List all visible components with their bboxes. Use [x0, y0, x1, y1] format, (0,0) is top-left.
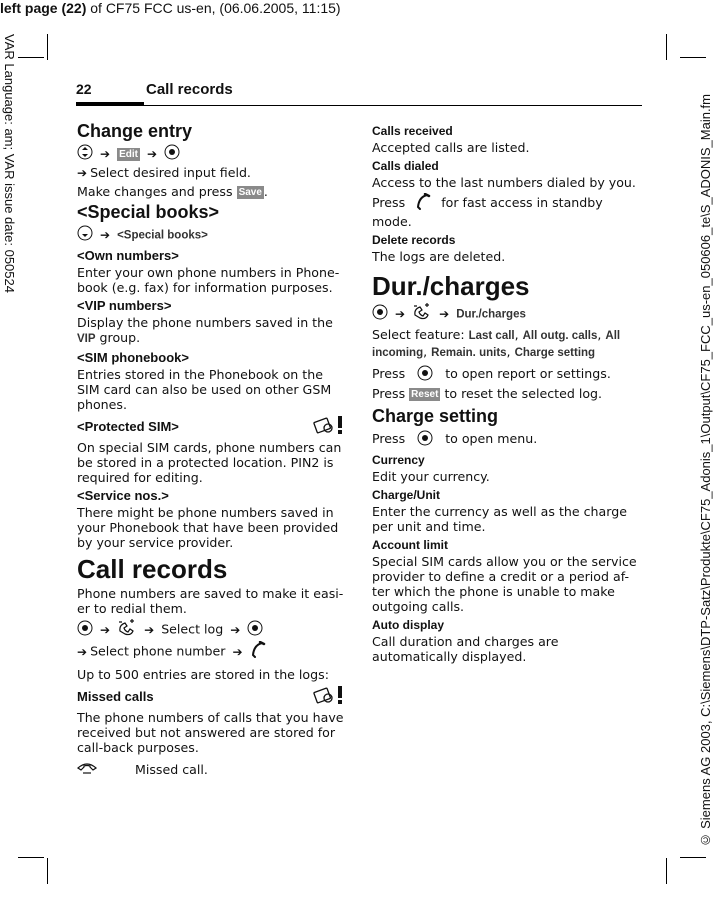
arrow-icon: ➔ [77, 644, 88, 659]
charge-unit-text: Enter the currency as well as the charge per unit and time. [372, 504, 627, 534]
feature-last-call: Last call [468, 330, 515, 342]
crop-mark [680, 857, 706, 858]
header-rule [76, 105, 642, 106]
select-phone-text: Select phone number [90, 643, 226, 659]
text: for fast access in standby mode. [372, 195, 603, 229]
protected-sim-text: On special SIM cards, phone numbers can be stored in a protected location. PIN2 is required for editing. [77, 440, 342, 485]
text: Press [372, 366, 406, 381]
call-key-icon [415, 193, 431, 214]
protected-sim-title-row [77, 415, 347, 439]
arrow-icon: ➔ [77, 166, 88, 180]
edit-softkey: Edit [119, 148, 138, 160]
service-nos-title: <Service nos.> [77, 488, 169, 503]
crop-mark [18, 57, 44, 58]
special-books-menu: <Special books> [117, 229, 208, 242]
text: to reset the selected log. [444, 386, 603, 401]
dur-charges-nav [372, 303, 642, 325]
calls-received-text: Accepted calls are listed. [372, 140, 530, 155]
text: to open report or settings. [445, 366, 611, 381]
arrow-icon: ➔ [147, 146, 158, 161]
change-entry-heading: Change entry [77, 121, 193, 141]
arrow-icon: ➔ [100, 146, 111, 161]
running-head-meta: of CF75 FCC us-en, (06.06.2005, 11:15) [86, 0, 341, 16]
right-margin-text: © Siemens AG 2003, C:\Siemens\DTP-Satz\Produkte\CF75_Adonis_1\Output\CF75_FCC_us-en_050606_te\S_ADONIS_Main.fm [698, 94, 713, 848]
calls-received-title: Calls received [372, 124, 453, 138]
delete-records-text: The logs are deleted. [372, 249, 506, 264]
open-menu-text [372, 430, 642, 449]
charge-setting-heading: Charge setting [372, 406, 499, 426]
page-number: 22 [76, 81, 92, 97]
missed-calls-title: Missed calls [77, 689, 154, 704]
missed-call-icon [77, 761, 97, 778]
arrow-icon: ➔ [144, 622, 155, 637]
text: to open menu. [445, 431, 538, 446]
select-log-text: Select log [161, 621, 224, 637]
missed-calls-text: The phone numbers of calls that you have received but not answered are stored for call-back purposes. [77, 710, 344, 755]
up-to-text: Up to 500 entries are stored in the logs: [77, 667, 329, 682]
missed-call-label: Missed call. [135, 762, 208, 777]
arrow-icon: ➔ [439, 306, 450, 321]
nav-down-icon [77, 225, 93, 245]
crop-mark [18, 857, 44, 858]
arrow-icon: ➔ [230, 622, 241, 637]
feature-charge-setting: Charge setting [514, 347, 596, 359]
arrow-icon: ➔ [395, 306, 406, 321]
text: group. [95, 330, 141, 345]
text: Make changes and press [77, 184, 237, 199]
special-books-heading: <Special books> [77, 202, 220, 222]
dur-charges-menu: Dur./charges [456, 308, 526, 321]
crop-mark [47, 34, 48, 60]
right-column [372, 124, 642, 664]
dur-charges-heading: Dur./charges [372, 271, 530, 301]
running-head [0, 0, 341, 16]
calls-dialed-press [372, 193, 642, 229]
calls-dialed-text: Access to the last numbers dialed by you. [372, 175, 636, 190]
center-key-icon [77, 620, 93, 640]
missed-call-table-row [77, 761, 347, 778]
feature-all-outg-calls: All outg. calls [522, 330, 598, 342]
save-softkey: Save [238, 187, 262, 198]
account-limit-title: Account limit [372, 538, 449, 552]
text: Press [372, 386, 406, 401]
center-key-icon [164, 144, 180, 164]
vip-numbers-text [77, 315, 347, 347]
call-records-menu-icon [117, 619, 137, 641]
arrow-icon: ➔ [100, 227, 111, 242]
vip-label: VIP [77, 333, 96, 345]
special-books-nav [77, 225, 347, 245]
left-margin-text: VAR Language: am; VAR issue date: 050524 [2, 34, 17, 293]
currency-title: Currency [372, 453, 425, 467]
sim-dependent-icon [311, 415, 347, 439]
call-records-intro: Phone numbers are saved to make it easi-er to redial them. [77, 586, 344, 616]
arrow-icon: ➔ [232, 644, 243, 659]
running-head-title: left page (22) [0, 0, 87, 16]
nav-up-down-icon [77, 144, 93, 164]
crop-mark [47, 858, 48, 884]
open-report-text [372, 365, 642, 384]
left-column [77, 118, 347, 778]
center-key-icon [417, 365, 433, 384]
center-key-icon [417, 430, 433, 449]
crop-mark [680, 57, 706, 58]
call-records-nav [77, 619, 347, 663]
page-title: Call records [146, 81, 233, 98]
auto-display-title: Auto display [372, 618, 445, 632]
crop-mark [666, 858, 667, 884]
own-numbers-title: <Own numbers> [77, 248, 179, 263]
sim-phonebook-text: Entries stored in the Phonebook on the SIM card can also be used on other GSM phones. [77, 367, 332, 412]
charge-unit-title: Charge/Unit [372, 488, 441, 502]
call-records-menu-icon [412, 303, 432, 325]
change-entry-step: Select desired input field. [90, 165, 251, 180]
reset-text [372, 386, 642, 401]
sim-dependent-icon [311, 685, 347, 709]
protected-sim-title: <Protected SIM> [77, 419, 179, 434]
text: Display the phone numbers saved in the [77, 315, 333, 330]
call-key-icon [250, 641, 266, 663]
feature-all-incoming: All incoming [372, 330, 621, 359]
reset-softkey: Reset [411, 389, 439, 400]
select-feature-text: Select feature: Last call, All outg. calls, All incoming, Remain. units, Charge setting [372, 327, 621, 359]
currency-text: Edit your currency. [372, 469, 490, 484]
auto-display-text: Call duration and charges are automatically displayed. [372, 634, 559, 664]
feature-remain-units: Remain. units [431, 347, 507, 359]
sim-phonebook-title: <SIM phonebook> [77, 350, 189, 365]
delete-records-title: Delete records [372, 233, 456, 247]
service-nos-text: There might be phone numbers saved in your Phonebook that have been provided by your service provider. [77, 505, 339, 550]
text: Press [372, 431, 406, 446]
change-entry-text [77, 184, 347, 199]
change-entry-nav [77, 144, 347, 182]
call-records-heading: Call records [77, 554, 228, 584]
vip-numbers-title: <VIP numbers> [77, 298, 172, 313]
account-limit-text: Special SIM cards allow you or the service provider to define a credit or a period af-ter which the phone is unable to make outgoing calls. [372, 554, 637, 614]
text: Select feature: [372, 327, 469, 342]
missed-calls-title-row [77, 685, 347, 709]
text: . [263, 184, 268, 199]
center-key-icon [372, 304, 388, 324]
center-key-icon [247, 620, 263, 640]
arrow-icon: ➔ [100, 622, 111, 637]
calls-dialed-title: Calls dialed [372, 159, 439, 173]
text: Press [372, 195, 406, 210]
own-numbers-text: Enter your own phone numbers in Phone-book (e.g. fax) for information purposes. [77, 265, 340, 295]
crop-mark [666, 34, 667, 60]
